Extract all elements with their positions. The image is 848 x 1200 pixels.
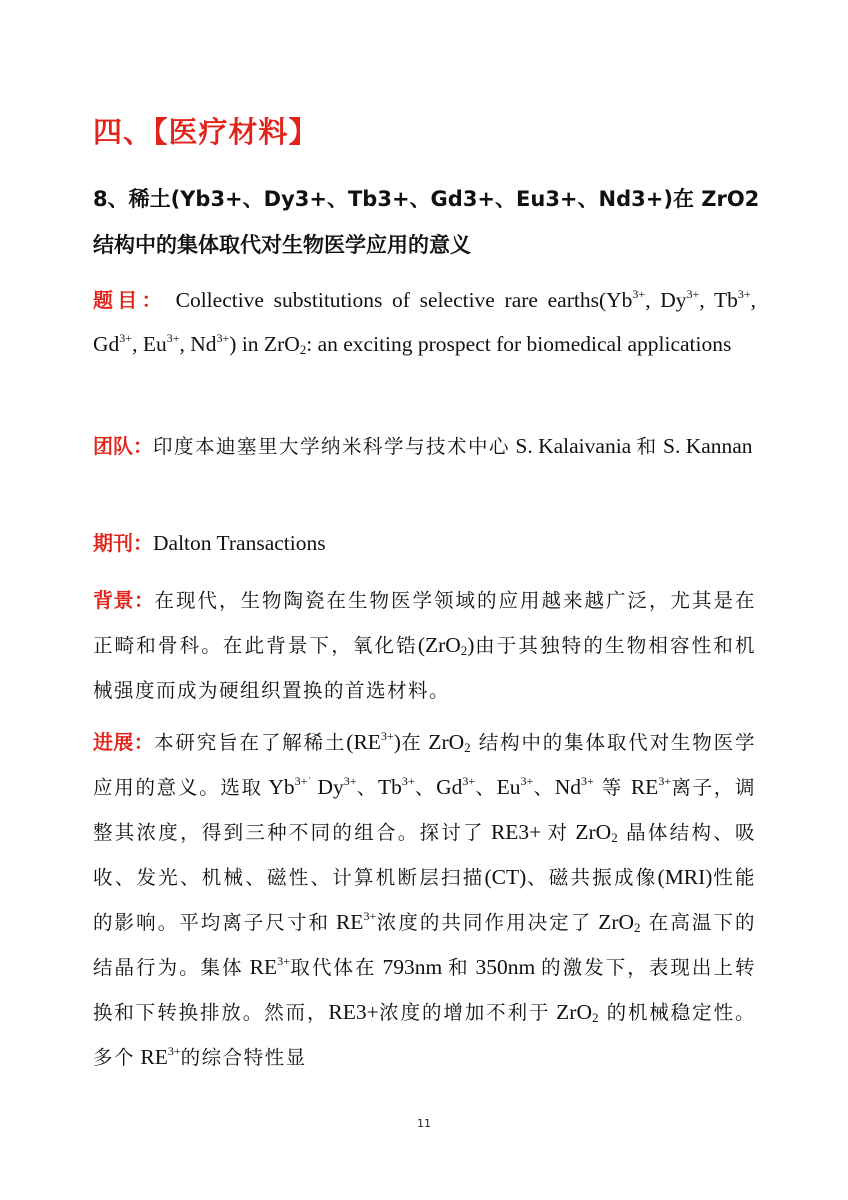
superscript: 3+ [737, 287, 751, 301]
subscript: 2 [611, 830, 618, 845]
background-text: 由于其独特的生物相容性和机械强度而成为硬组织置换的首选材料。 [93, 634, 756, 702]
progress-text: (RE [346, 730, 381, 754]
progress-text: Eu [496, 775, 521, 799]
superscript: 3+ [119, 331, 133, 345]
article-title: 8、稀土(Yb3+、Dy3+、Tb3+、Gd3+、Eu3+、Nd3+)在 ZrO2 结构中的集体取代对生物医学应用的意义 [93, 187, 760, 257]
background-text: (ZrO [417, 633, 461, 657]
topic-text: , Gd [93, 288, 757, 356]
progress-paragraph [93, 720, 756, 1080]
progress-text: Gd [436, 775, 463, 799]
progress-text: Tb [377, 775, 402, 799]
topic-text: Collective substitutions of selective rare earths(Yb [175, 288, 633, 312]
progress-text: 、磁共振成像 [526, 866, 658, 889]
progress-text: 在高温下的结晶行为。集体 [93, 911, 756, 979]
progress-text: ZrO [569, 820, 612, 844]
topic-text: , Eu [132, 332, 167, 356]
team-text: S. Kannan [657, 434, 753, 458]
subscript: 2 [634, 920, 641, 935]
journal-paragraph [93, 521, 756, 565]
progress-text: 、 [533, 776, 555, 799]
progress-text: 等 [593, 776, 631, 799]
background-text: 在现代，生物陶瓷在生物医学领域的应用越来越广泛，尤其是在正畸和骨科。在此背景下，氧化锆 [93, 589, 756, 657]
progress-text: 浓度的共同作用决定了 [376, 911, 593, 934]
superscript: 3+ [581, 774, 594, 788]
progress-text: 793nm [376, 955, 449, 979]
progress-text: 350nm [469, 955, 542, 979]
superscript: 3+ [380, 729, 394, 743]
team-text: 和 [636, 435, 658, 458]
journal-name: Dalton Transactions [153, 531, 326, 555]
superscript: 3+ [632, 287, 646, 301]
superscript: 3+ [343, 774, 357, 788]
journal-label: 期刊： [93, 531, 153, 555]
progress-text: ZrO [422, 730, 465, 754]
progress-text: (CT) [484, 865, 527, 889]
topic-text: ) in ZrO [229, 332, 300, 356]
topic-text: , Tb [699, 288, 738, 312]
superscript: 3+ [658, 774, 672, 788]
progress-text: ZrO [550, 1000, 592, 1024]
progress-text: RE [630, 775, 659, 799]
subscript: 2 [460, 643, 468, 658]
progress-text: 浓度的增加不利于 [378, 1001, 551, 1024]
progress-text: 的综合特性显 [180, 1046, 307, 1069]
progress-text: Dy [311, 775, 344, 799]
progress-text: (MRI) [657, 865, 713, 889]
superscript: 3+ [277, 954, 290, 968]
topic-text: , Nd [179, 332, 217, 356]
progress-text: ZrO [592, 910, 635, 934]
progress-text: ) [393, 730, 401, 754]
progress-text: 结构中的集体取代对生物医学应用的意义。选取 [93, 731, 756, 799]
subscript: 2 [591, 1010, 599, 1025]
progress-text: 取代体在 [289, 956, 377, 979]
background-paragraph [93, 578, 756, 713]
progress-text: Nd [554, 775, 581, 799]
superscript: 3+ [216, 331, 230, 345]
progress-text: 对 [547, 821, 570, 844]
superscript: 3+˙ [294, 774, 312, 788]
superscript: 3+ [520, 774, 534, 788]
team-text: 印度本迪塞里大学纳米科学与技术中心 [153, 435, 511, 458]
progress-text: 性能的影响。平均离子尺寸和 [93, 866, 756, 934]
superscript: 3+ [686, 287, 700, 301]
superscript: 3+ [167, 1044, 181, 1058]
progress-text: 、 [475, 776, 497, 799]
superscript: 3+ [401, 774, 415, 788]
progress-text: RE3+ [484, 820, 548, 844]
superscript: 3+ [363, 909, 377, 923]
progress-text: RE [135, 1045, 168, 1069]
progress-text: RE [330, 910, 364, 934]
team-paragraph [93, 424, 756, 469]
superscript: 3+ [166, 331, 180, 345]
team-text: S. Kalaivania [510, 434, 637, 458]
superscript: 3+ [462, 774, 476, 788]
progress-text: 的激发下，表现出上转换和下转换排放。然而， [93, 956, 756, 1024]
progress-label: 进展： [93, 730, 155, 754]
topic-text: , Dy [645, 288, 687, 312]
subscript: 2 [464, 740, 471, 755]
topic-label: 题目： [93, 288, 166, 312]
topic-paragraph [93, 278, 756, 366]
section-heading: 四、【医疗材料】 [93, 115, 319, 149]
progress-text: Yb [262, 775, 295, 799]
page-number: 11 [417, 1117, 431, 1130]
team-label: 团队： [93, 434, 153, 458]
progress-text: 离子，调整其浓度，得到三种不同的组合。探讨了 [93, 776, 756, 844]
progress-text: RE3+ [328, 1000, 379, 1024]
progress-text: 在 [400, 731, 423, 754]
progress-text: RE [243, 955, 278, 979]
subscript: 2 [299, 342, 307, 357]
progress-text: 、 [356, 776, 378, 799]
progress-text: 、 [414, 776, 437, 799]
progress-text: 的机械稳定性。多个 [93, 1001, 756, 1069]
background-text: ) [467, 633, 475, 657]
progress-text: 晶体结构、吸收、发光、机械、磁性、计算机断层扫描 [93, 821, 756, 889]
background-label: 背景： [93, 588, 155, 612]
progress-text: 本研究旨在了解稀土 [154, 731, 347, 754]
progress-text: 和 [448, 956, 470, 979]
topic-text: : an exciting prospect for biomedical applications [306, 332, 732, 356]
